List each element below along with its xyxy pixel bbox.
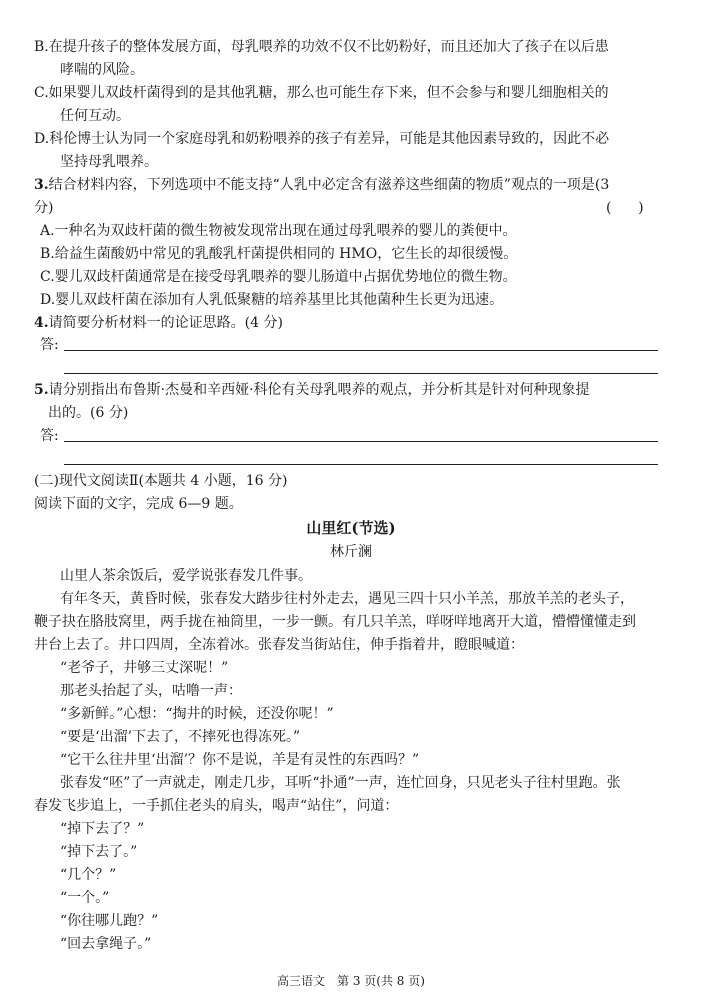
q4-answer-line-1[interactable] [64,350,658,351]
q2-option-b-line2: 哮喘的风险。 [60,62,144,78]
story-dialogue-7: “掉下去了。” [60,844,138,860]
story-dialogue-6: “掉下去了？” [60,821,145,837]
q3-number: 3. [34,177,49,193]
q2-option-c-line1: C.如果婴儿双歧杆菌得到的是其他乳糖，那么也可能生存下来，但不会参与和婴儿细胞相关的 [34,85,609,101]
story-paragraph-2-line3: 井台上去了。井口四周，全冻着冰。张春发当街站住，伸手指着井，瞪眼喊道： [34,637,524,653]
q5-answer-line-2[interactable] [64,464,658,465]
story-paragraph-3-line1: 张春发“呸”了一声就走，刚走几步，耳听“扑通”一声，连忙回身，只见老头子往村里跑。张 [60,775,621,791]
q3-option-a: A.一种名为双歧杆菌的微生物被发现常出现在通过母乳喂养的婴儿的粪便中。 [40,223,517,239]
story-dialogue-1: “老爷子，井够三丈深呢！” [60,660,229,676]
story-dialogue-11: “回去拿绳子。” [60,936,152,952]
story-dialogue-9: “一个。” [60,890,110,906]
story-dialogue-2: 那老头抬起了头，咕噜一声： [60,683,242,699]
q3-stem-line2: 分) [34,200,54,216]
q5-stem-text: 请分别指出布鲁斯·杰曼和辛西娅·科伦有关母乳喂养的观点，并分析其是针对何种现象提 [48,382,590,398]
q3-stem-text: 结合材料内容，下列选项中不能支持“人乳中必定含有滋养这些细菌的物质”观点的一项是(3 [48,177,610,193]
q2-option-b-line1: B.在提升孩子的整体发展方面，母乳喂养的功效不仅不比奶粉好，而且还加大了孩子在以后患 [34,39,609,55]
story-paragraph-1: 山里人茶余饭后，爱学说张春发几件事。 [60,568,312,584]
q4-answer-label: 答: [40,337,59,353]
story-dialogue-5: “它干么往井里‘出溜’？你不是说，羊是有灵性的东西吗？” [60,752,420,768]
story-paragraph-2-line2: 鞭子抉在胳肢窝里，两手拢在袖筒里，一步一颤。有几只羊羔，咩呀咩地离开大道，懵懵懂懂走到 [34,614,636,630]
q3-option-b: B.给益生菌酸奶中常见的乳酸乳杆菌提供相同的 HMO，它生长的却很缓慢。 [40,246,518,262]
q2-option-d-line1: D.科伦博士认为同一个家庭母乳和奶粉喂养的孩子有差异，可能是其他因素导致的，因此不必 [34,131,610,147]
reading-instruction: 阅读下面的文字，完成 6—9 题。 [34,496,243,512]
q4-stem [34,314,283,332]
section-heading: (二)现代文阅读Ⅱ(本题共 4 小题，16 分) [34,473,288,489]
q3-answer-parentheses[interactable]: ( ) [606,200,644,216]
page-footer: 高三语文 第 3 页(共 8 页) [277,974,425,988]
q2-option-c-line2: 任何互动。 [60,108,130,124]
q5-answer-line-1[interactable] [64,441,658,442]
q5-stem-line2: 出的。(6 分) [48,405,129,421]
q3-stem [34,176,609,194]
passage-title: 山里红(节选) [306,519,396,537]
q5-stem [34,381,590,399]
q3-option-d: D.婴儿双歧杆菌在添加有人乳低聚糖的培养基里比其他菌种生长更为迅速。 [40,292,504,308]
q4-stem-text: 请简要分析材料一的论证思路。(4 分) [48,315,283,331]
q4-answer-line-2[interactable] [64,373,658,374]
story-paragraph-2-line1: 有年冬天，黄昏时候，张春发大踏步往村外走去，遇见三四十只小羊羔，那放羊羔的老头子， [60,591,634,607]
story-paragraph-3-line2: 春发飞步追上，一手抓住老头的肩头，喝声“站住”，问道： [34,798,399,814]
story-dialogue-10: “你往哪儿跑？” [60,913,159,929]
story-dialogue-3: “多新鲜。”心想：“掏井的时候，还没你呢！” [60,706,334,722]
story-dialogue-8: “几个？” [60,867,117,883]
passage-author: 林斤澜 [330,544,372,560]
q4-number: 4. [34,315,49,331]
q5-answer-label: 答: [40,428,59,444]
q3-option-c: C.婴儿双歧杆菌通常是在接受母乳喂养的婴儿肠道中占据优势地位的微生物。 [40,269,517,285]
q2-option-d-line2: 坚持母乳喂养。 [60,154,158,170]
q5-number: 5. [34,382,49,398]
story-dialogue-4: “要是‘出溜’下去了，不摔死也得冻死。” [60,729,301,745]
